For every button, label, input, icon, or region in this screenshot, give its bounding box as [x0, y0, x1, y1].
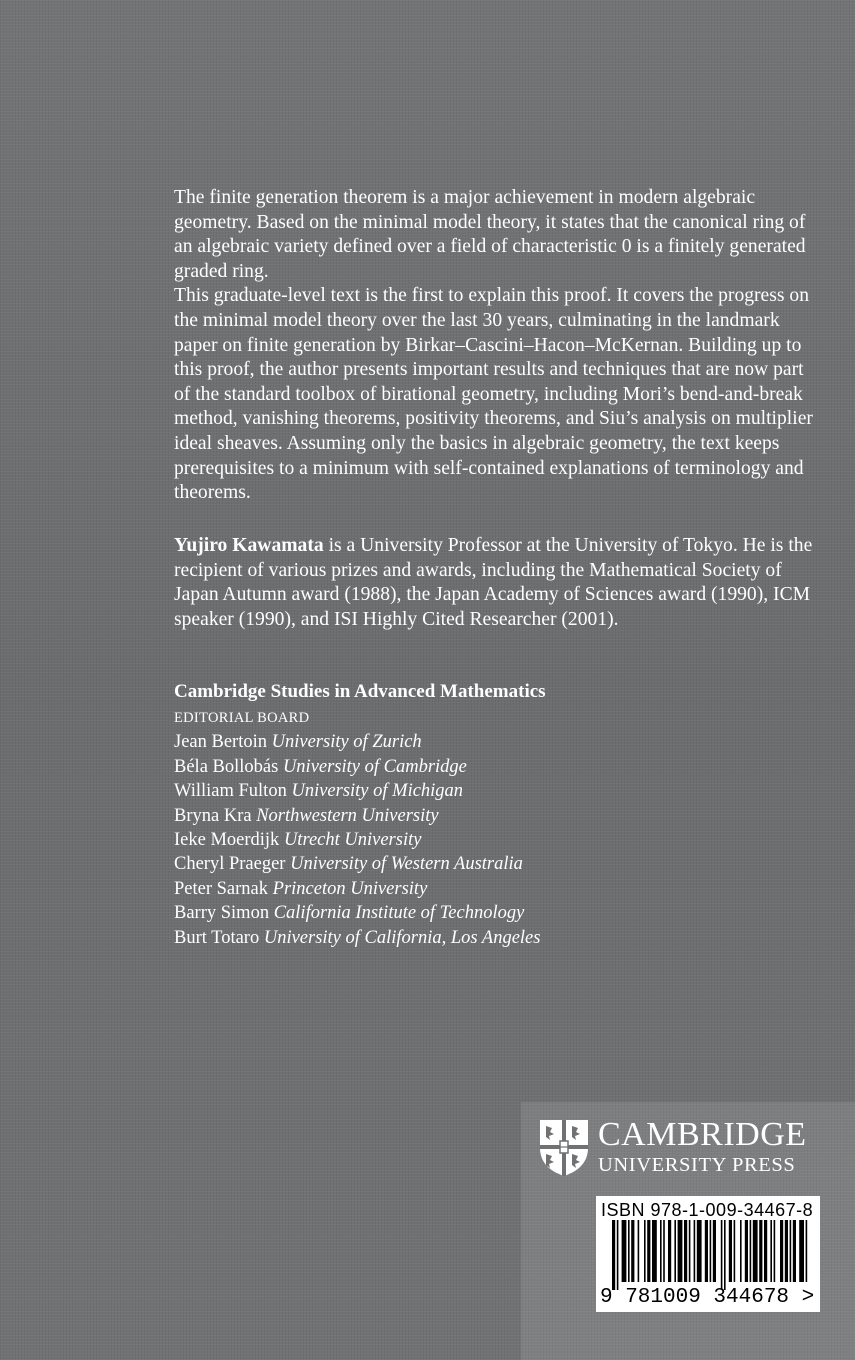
barcode-bar: [660, 1220, 662, 1282]
barcode-bar: [705, 1220, 708, 1282]
barcode-bar: [631, 1220, 634, 1282]
board-member-affiliation: Northwestern University: [256, 805, 439, 826]
blurb-paragraph: The finite generation theorem is a major achievement in modern algebraic geometry. Based on the minimal model theory, it states that the canonical ring of an algebraic variety defined over a field of characteristic 0 is a finitely generated graded ring.: [174, 187, 806, 282]
barcode-bar: [734, 1220, 736, 1282]
barcode-bar: [617, 1220, 619, 1290]
author-bio-text: is a University Professor at the University of Tokyo. He is the recipient of various prizes and awards, including the Mathematical Society of Japan Autumn award (1988), the Japan Academy of Sciences award (1990), ICM speaker (1990), and ISI Highly Cited Researcher (2001).: [174, 535, 813, 630]
barcode-bar: [724, 1220, 726, 1290]
board-member: [174, 779, 794, 803]
barcode-bar: [753, 1220, 758, 1282]
board-member-name: Cheryl Praeger: [174, 854, 286, 875]
barcode-bar: [612, 1220, 615, 1290]
barcode-bar: [790, 1220, 792, 1282]
board-member-name: Burt Totaro: [174, 927, 260, 948]
board-member: [174, 877, 794, 901]
board-member: [174, 852, 794, 876]
board-member-name: Ieke Moerdijk: [174, 830, 280, 851]
isbn-barcode: [596, 1196, 820, 1312]
board-member-name: William Fulton: [174, 781, 287, 802]
barcode-bar: [713, 1220, 716, 1282]
board-member: [174, 804, 794, 828]
barcode-bar: [759, 1220, 762, 1282]
board-member: [174, 901, 794, 925]
editorial-board-label: EDITORIAL BOARD: [174, 710, 310, 727]
ean-digits: 9 781009 344678 >: [600, 1286, 815, 1309]
barcode-bar: [799, 1220, 804, 1282]
board-member-affiliation: University of Cambridge: [282, 756, 467, 777]
barcode-bar: [785, 1220, 788, 1282]
barcode-bar: [652, 1220, 657, 1282]
barcode-bar: [793, 1220, 796, 1282]
barcode-bar: [770, 1220, 772, 1282]
author-bio: [174, 534, 824, 632]
isbn-text: ISBN 978-1-009-34467-8: [601, 1200, 814, 1220]
barcode-bar: [740, 1220, 742, 1282]
barcode-bar: [674, 1220, 676, 1282]
barcode-bar: [694, 1220, 696, 1282]
board-member: [174, 755, 794, 779]
barcode-bar: [806, 1220, 808, 1282]
barcode-bar: [774, 1220, 776, 1282]
board-member: [174, 828, 794, 852]
barcode-bar: [678, 1220, 683, 1282]
board-member-name: Peter Sarnak: [174, 878, 269, 899]
editorial-board-list: [174, 730, 794, 950]
barcode-bar: [764, 1220, 767, 1282]
barcode-bar: [638, 1220, 640, 1282]
board-member-name: Barry Simon: [174, 903, 270, 924]
barcode-bar: [622, 1220, 627, 1282]
barcode-bar: [644, 1220, 646, 1282]
board-member: [174, 926, 794, 950]
barcode-bar: [663, 1220, 665, 1282]
university-shield-icon: [538, 1118, 590, 1178]
barcode-bar: [689, 1220, 691, 1282]
board-member-affiliation: University of Western Australia: [290, 854, 523, 875]
board-member: [174, 730, 794, 754]
board-member-affiliation: California Institute of Technology: [273, 903, 525, 924]
barcode-bar: [628, 1220, 630, 1282]
description-blurb: [174, 186, 824, 506]
barcode-bar: [750, 1220, 752, 1282]
board-member-affiliation: Princeton University: [272, 878, 428, 899]
barcode-bar: [721, 1220, 723, 1290]
publisher-name: CAMBRIDGE: [598, 1116, 807, 1153]
board-member-name: Bryna Kra: [174, 805, 252, 826]
board-member-affiliation: University of Michigan: [291, 781, 464, 802]
barcode-bar: [729, 1220, 732, 1282]
author-name: Yujiro Kawamata: [174, 535, 324, 556]
board-member-name: Béla Bollobás: [174, 756, 279, 777]
barcode-bar: [780, 1220, 783, 1282]
board-member-affiliation: University of Zurich: [271, 732, 422, 753]
barcode-bar: [647, 1220, 650, 1282]
barcode-bar: [745, 1220, 748, 1282]
board-member-affiliation: University of California, Los Angeles: [263, 927, 541, 948]
publisher-logo: [538, 1118, 807, 1178]
barcode-bar: [710, 1220, 712, 1282]
barcode-bar: [684, 1220, 687, 1282]
blurb-paragraph: This graduate-level text is the first to explain this proof. It covers the progress on the minimal model theory over the last 30 years, culminating in the landmark paper on finite generation by Birkar–Cascini–Hacon–McKernan. Building up to this proof, the author presents important results and techniques that are now part of the standard toolbox of birational geometry, including Mori’s bend-and-break method, vanishing theorems, positivity theorems, and Siu’s analysis on multiplier ideal sheaves. Assuming only the basics in algebraic geometry, the text keeps prerequisites to a minimum with self-contained explanations of terminology and theorems.: [174, 285, 813, 504]
board-member-affiliation: Utrecht University: [283, 830, 422, 851]
series-info: [174, 680, 794, 950]
barcode-bar: [668, 1220, 671, 1282]
publisher-wordmark: [598, 1118, 807, 1177]
series-title: Cambridge Studies in Advanced Mathematics: [174, 681, 546, 702]
barcode-bars: [596, 1220, 820, 1290]
barcode-bar: [697, 1220, 702, 1282]
publisher-subtitle: UNIVERSITY PRESS: [598, 1154, 796, 1176]
board-member-name: Jean Bertoin: [174, 732, 267, 753]
